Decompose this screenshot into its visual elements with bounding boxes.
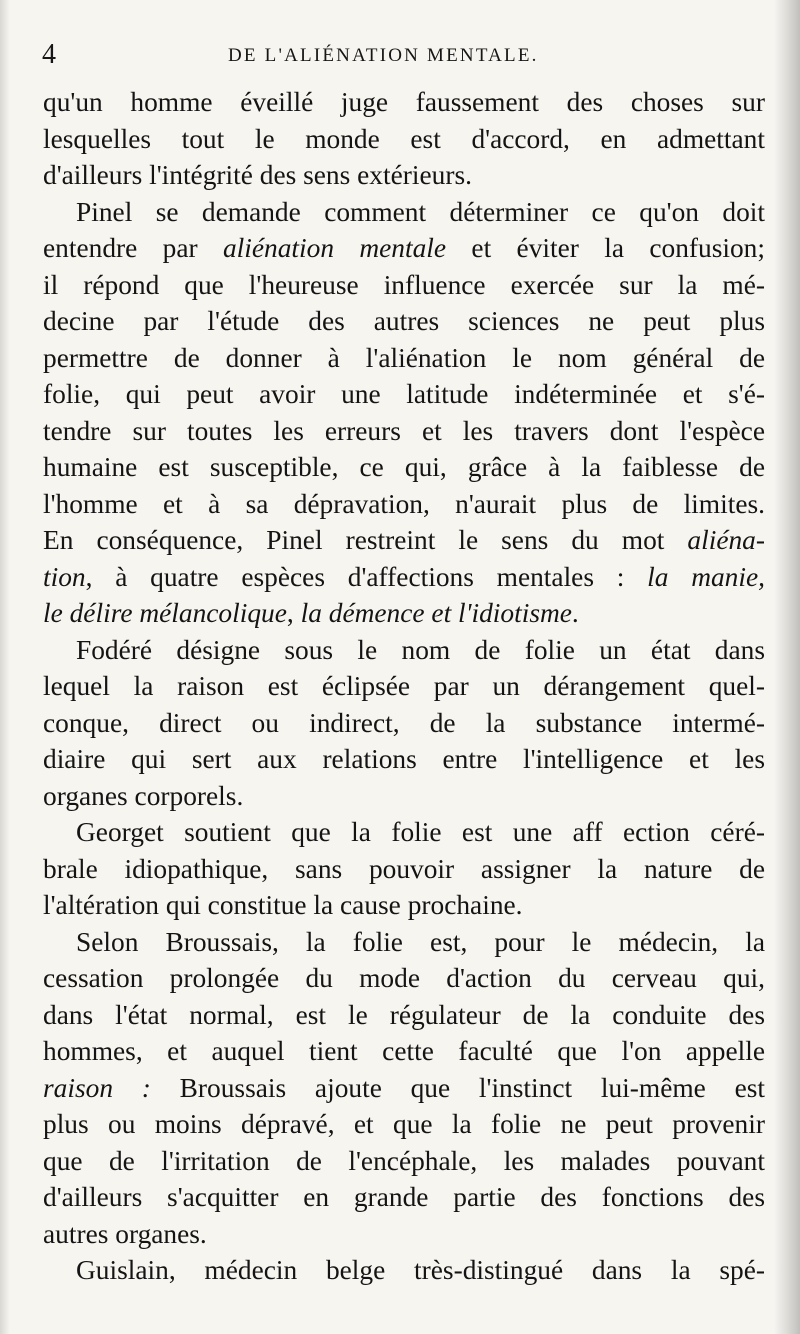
- page-number: 4: [42, 39, 56, 70]
- italic-term: la démence et l'idiotisme: [300, 598, 572, 628]
- text-line: autres organes.: [43, 1218, 207, 1249]
- paragraph-guislain: [43, 1252, 765, 1289]
- text-line: tendre sur toutes les erreurs et les travers dont l'espèce: [43, 415, 765, 446]
- paragraph-fodere: [43, 632, 765, 815]
- text-line: qu'un homme éveillé juge faussement des choses sur: [43, 87, 765, 117]
- text-line: entendre par aliénation mentale et éviter la confusion;: [43, 233, 765, 263]
- text-line: hommes, et auquel tient cette faculté que l'on appelle: [43, 1036, 765, 1066]
- text-line: il répond que l'heureuse influence exercée sur la mé-: [43, 269, 765, 300]
- text-line: que de l'irritation de l'encéphale, les malades pouvant: [43, 1145, 765, 1176]
- text-line: lesquelles tout le monde est d'accord, en admettant: [43, 123, 765, 154]
- text-line: l'homme et à sa dépravation, n'aurait plus de limites.: [43, 488, 765, 519]
- text-line: En conséquence, Pinel restreint le sens du mot aliéna-: [43, 525, 765, 555]
- text-line: d'ailleurs l'intégrité des sens extérieurs.: [43, 160, 472, 190]
- italic-term: aliénation mentale: [222, 233, 447, 263]
- text-line: cessation prolongée du mode d'action du cerveau qui,: [43, 963, 765, 993]
- paragraph-georget: [43, 814, 765, 924]
- text-line: Fodéré désigne sous le nom de folie un état dans: [76, 634, 765, 665]
- text-line: folie, qui peut avoir une latitude indéterminée et s'é-: [43, 379, 765, 409]
- italic-term: aliéna-: [687, 525, 765, 555]
- text-line: humaine est susceptible, ce qui, grâce à la faiblesse de: [43, 452, 765, 482]
- paragraph-broussais: [43, 924, 765, 1253]
- page-gutter-shadow: [774, 0, 800, 1334]
- text-line: tion, à quatre espèces d'affections mentales : la manie,: [43, 561, 765, 592]
- page-left-edge-shading: [0, 0, 10, 1334]
- text-line: conque, direct ou indirect, de la substance intermé-: [43, 707, 765, 738]
- running-title: DE L'ALIÉNATION MENTALE.: [228, 45, 539, 66]
- text-line: brale idiopathique, sans pouvoir assigner la nature de: [43, 853, 765, 884]
- text-line: Georget soutient que la folie est une aff ection céré-: [76, 817, 765, 847]
- italic-term: tion: [43, 561, 86, 592]
- text-line: Pinel se demande comment déterminer ce qu'on doit: [76, 196, 765, 227]
- text-line: organes corporels.: [43, 780, 244, 811]
- text-line: dans l'état normal, est le régulateur de la conduite des: [43, 999, 765, 1030]
- text-line: diaire qui sert aux relations entre l'intelligence et les: [43, 744, 765, 774]
- page-header: [42, 38, 752, 74]
- text-line: decine par l'étude des autres sciences ne peut plus: [43, 306, 765, 336]
- paragraph-pinel: [43, 194, 765, 632]
- text-line: Guislain, médecin belge très-distingué dans la spé-: [76, 1255, 765, 1285]
- text-line: d'ailleurs s'acquitter en grande partie des fonctions des: [43, 1182, 765, 1212]
- text-line: plus ou moins dépravé, et que la folie ne peut provenir: [43, 1109, 765, 1139]
- italic-term: le délire mélancolique: [43, 598, 287, 628]
- text-line: le délire mélancolique, la démence et l'idiotisme.: [43, 598, 579, 628]
- text-line: lequel la raison est éclipsée par un dérangement quel-: [43, 671, 765, 701]
- body-text: [43, 84, 765, 1289]
- italic-term: raison :: [43, 1072, 151, 1103]
- text-line: permettre de donner à l'aliénation le nom général de: [43, 342, 765, 373]
- text-line: raison : Broussais ajoute que l'instinct lui-même est: [43, 1072, 765, 1103]
- text-line: Selon Broussais, la folie est, pour le médecin, la: [76, 926, 765, 957]
- paragraph-continuation: [43, 84, 765, 194]
- text-line: l'altération qui constitue la cause prochaine.: [43, 890, 523, 920]
- italic-term: la manie,: [647, 561, 765, 592]
